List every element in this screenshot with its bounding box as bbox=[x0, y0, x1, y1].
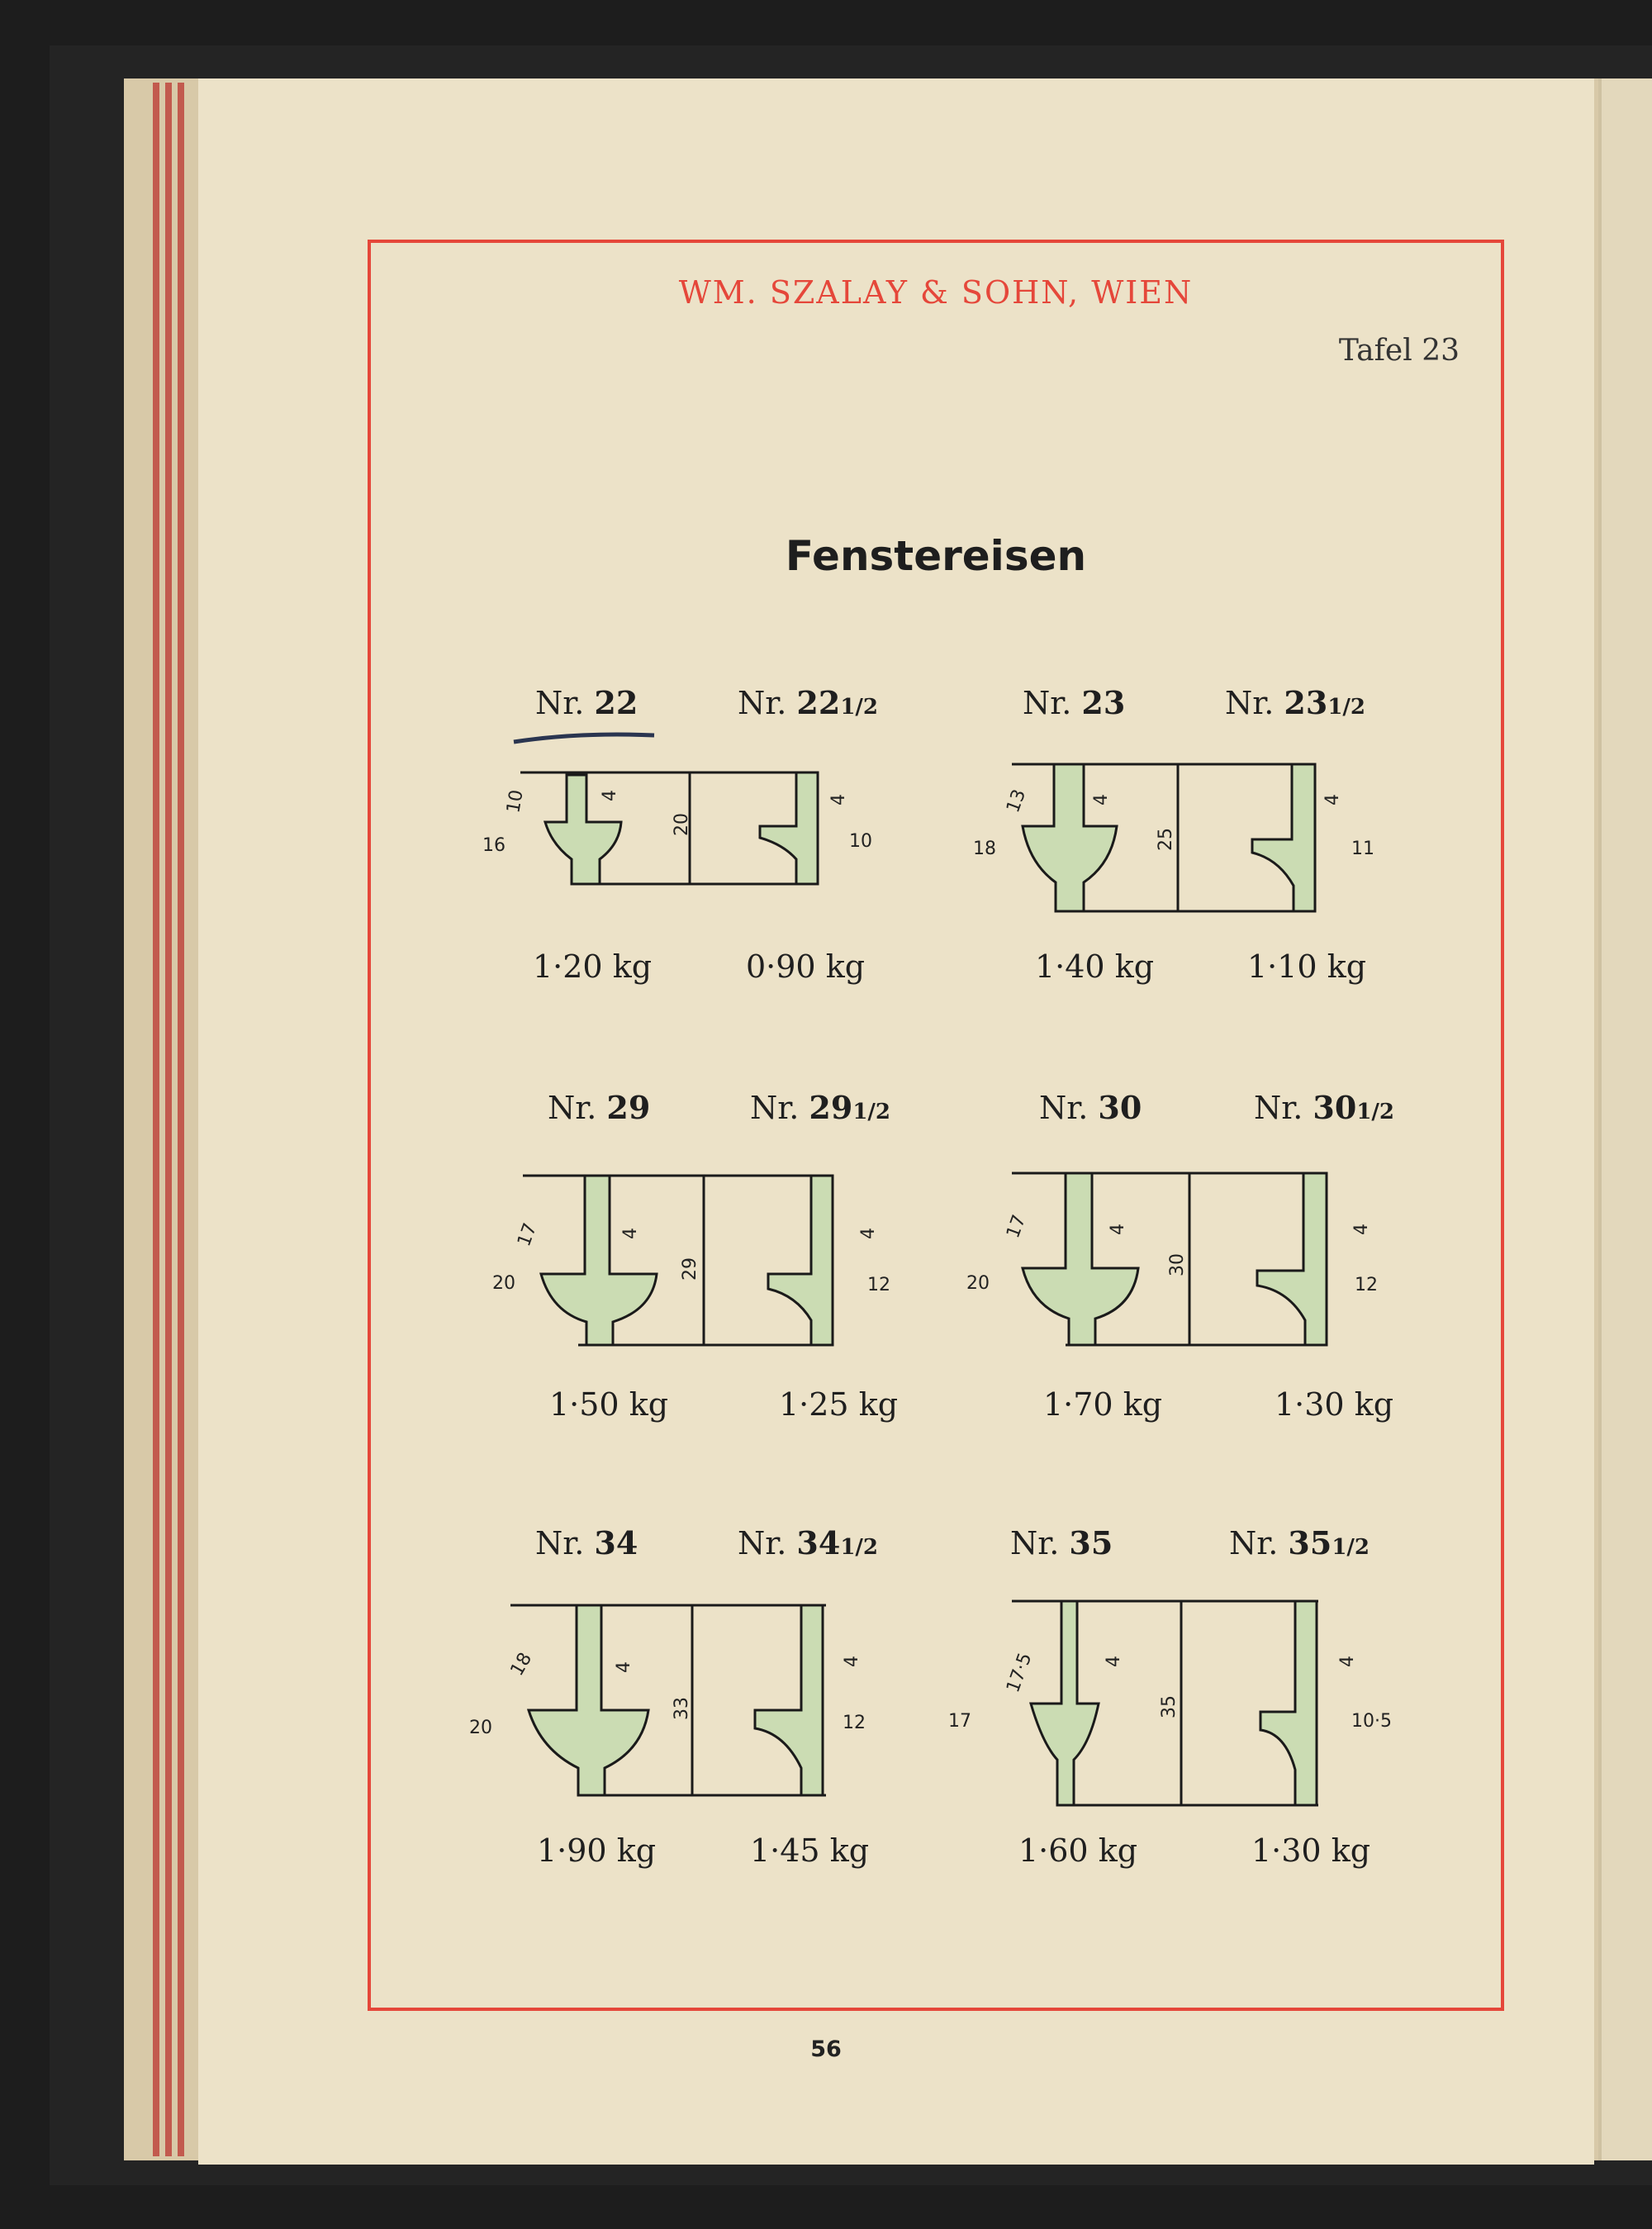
dimension-text: 18 bbox=[506, 1649, 537, 1680]
profile-label: Nr. 22 bbox=[535, 684, 638, 721]
profile-label: Nr. 23 bbox=[1023, 684, 1126, 721]
dimension-text: 4 bbox=[1337, 1656, 1358, 1667]
weight-label: 1·40 kg bbox=[1035, 948, 1155, 985]
weight-label: 1·10 kg bbox=[1247, 948, 1367, 985]
page-title: Fenstereisen bbox=[785, 532, 1087, 580]
dimension-text: 4 bbox=[1104, 1656, 1124, 1667]
dimension-text: 12 bbox=[843, 1713, 866, 1733]
profile-label: Nr. 341/2 bbox=[738, 1524, 878, 1561]
half-profile-shape bbox=[755, 1605, 823, 1795]
dimension-text: 12 bbox=[867, 1275, 890, 1295]
dimension-text: 10 bbox=[503, 788, 528, 815]
dimension-text: 30 bbox=[1167, 1253, 1188, 1276]
half-profile-shape bbox=[760, 772, 818, 884]
page-number: 56 bbox=[810, 2037, 842, 2062]
profile-label: Nr. 291/2 bbox=[750, 1089, 890, 1126]
dimension-text: 16 bbox=[482, 835, 506, 856]
dimension-text: 17 bbox=[514, 1220, 542, 1250]
dimension-text: 4 bbox=[600, 790, 620, 801]
t-profile-shape bbox=[1023, 1173, 1138, 1345]
dimension-text: 29 bbox=[680, 1257, 700, 1281]
weight-label: 1·20 kg bbox=[533, 948, 653, 985]
dimension-text: 20 bbox=[672, 813, 692, 836]
dimension-text: 17 bbox=[1003, 1212, 1031, 1242]
half-profile-shape bbox=[1252, 764, 1315, 911]
dimension-text: 25 bbox=[1156, 828, 1176, 851]
t-profile-shape bbox=[1023, 764, 1117, 911]
weight-label: 1·50 kg bbox=[549, 1386, 669, 1423]
publisher-header: WM. SZALAY & SOHN, WIEN bbox=[678, 274, 1194, 311]
dimension-text: 20 bbox=[966, 1273, 990, 1294]
t-profile-shape bbox=[541, 1176, 657, 1345]
dimension-text: 4 bbox=[1322, 794, 1343, 806]
dimension-text: 33 bbox=[672, 1697, 692, 1720]
dimension-text: 4 bbox=[1091, 794, 1112, 806]
profile-label: Nr. 301/2 bbox=[1254, 1089, 1394, 1126]
half-profile-shape bbox=[1257, 1173, 1327, 1345]
half-profile-shape bbox=[1260, 1601, 1317, 1805]
weight-label: 1·30 kg bbox=[1275, 1386, 1394, 1423]
table-number: Tafel 23 bbox=[1338, 334, 1460, 368]
profile-label: Nr. 30 bbox=[1039, 1089, 1142, 1126]
profile-label: Nr. 351/2 bbox=[1229, 1524, 1370, 1561]
profile-label: Nr. 29 bbox=[548, 1089, 651, 1126]
dimension-text: 4 bbox=[858, 1228, 879, 1239]
t-profile-shape bbox=[529, 1605, 648, 1795]
dimension-text: 35 bbox=[1159, 1695, 1180, 1718]
dimension-text: 4 bbox=[620, 1228, 641, 1239]
dimension-text: 13 bbox=[1003, 787, 1031, 816]
weight-label: 1·70 kg bbox=[1043, 1386, 1163, 1423]
dimension-text: 4 bbox=[1351, 1224, 1372, 1235]
dimension-text: 11 bbox=[1351, 839, 1374, 859]
dimension-text: 20 bbox=[469, 1718, 492, 1738]
ink-underline bbox=[514, 734, 654, 742]
dimension-text: 18 bbox=[973, 839, 996, 859]
dimension-text: 12 bbox=[1355, 1275, 1378, 1295]
half-profile-shape bbox=[768, 1176, 833, 1345]
dimension-text: 17 bbox=[948, 1711, 971, 1732]
weight-label: 0·90 kg bbox=[746, 948, 866, 985]
profile-label: Nr. 35 bbox=[1010, 1524, 1113, 1561]
dimension-text: 10 bbox=[849, 831, 872, 852]
weight-label: 1·60 kg bbox=[1018, 1832, 1138, 1869]
weight-label: 1·25 kg bbox=[779, 1386, 899, 1423]
dimension-text: 17·5 bbox=[1003, 1650, 1037, 1696]
profile-label: Nr. 221/2 bbox=[738, 684, 878, 721]
dimension-text: 4 bbox=[1108, 1224, 1128, 1235]
t-profile-shape bbox=[1031, 1601, 1099, 1805]
dimension-text: 20 bbox=[492, 1273, 515, 1294]
weight-label: 1·90 kg bbox=[537, 1832, 657, 1869]
weight-label: 1·30 kg bbox=[1251, 1832, 1371, 1869]
profile-label: Nr. 34 bbox=[535, 1524, 638, 1561]
dimension-text: 4 bbox=[842, 1656, 862, 1667]
weight-label: 1·45 kg bbox=[750, 1832, 870, 1869]
dimension-text: 10·5 bbox=[1351, 1711, 1392, 1732]
profile-label: Nr. 231/2 bbox=[1225, 684, 1365, 721]
dimension-text: 4 bbox=[614, 1661, 634, 1673]
dimension-text: 4 bbox=[828, 794, 849, 806]
